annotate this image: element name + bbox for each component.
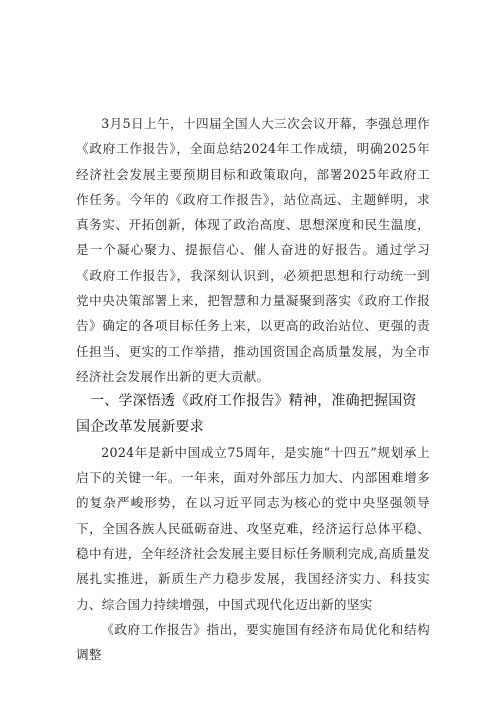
section-heading: 一、学深悟透《政府工作报告》精神，准确把握国资国企改革发展新要求	[76, 393, 417, 435]
intro-paragraph: 3月5日上午，十四届全国人大三次会议开幕，李强总理作《政府工作报告》，全面总结2024年工作成绩，明确2025年经济社会发展主要预期目标和政策取向，部署2025年政府工作任务。今年的《政府工作报告》，站位高远、主题鲜明，求真务实、开拓创新，体现了政治高度、思想深度和民生温度，是一个凝心聚力、提振信心、催人奋进的好报告。通过学习《政府工作报告》，我深刻认识到，必须把思想和行动统一到党中央决策部署上来，把智慧和力量凝聚到落实《政府工作报告》确定的各项目标任务上来，以更高的政治站位、更强的责任担当、更实的工作举措，推动国资国企高质量发展，为全市经济社会发展作出新的更大贡献。	[76, 116, 430, 384]
document-body	[76, 111, 430, 668]
body-paragraph: 2024年是新中国成立75周年，是实施“十四五”规划承上启下的关键一年。一年来，面对外部压力加大、内部困难增多的复杂严峻形势，在以习近平同志为核心的党中央坚强领导下，全国各族人民砥砺奋进、攻坚克难，经济运行总体平稳、稳中有进，全年经济社会发展主要目标任务顺利完成,高质量发展扎实推进，新质生产力稳步发展，我国经济实力、科技实力、综合国力持续增强，中国式现代化迈出新的坚实	[76, 444, 430, 612]
body-paragraph-continued: 《政府工作报告》指出，要实施国有经济布局优化和结构调整	[76, 621, 430, 663]
